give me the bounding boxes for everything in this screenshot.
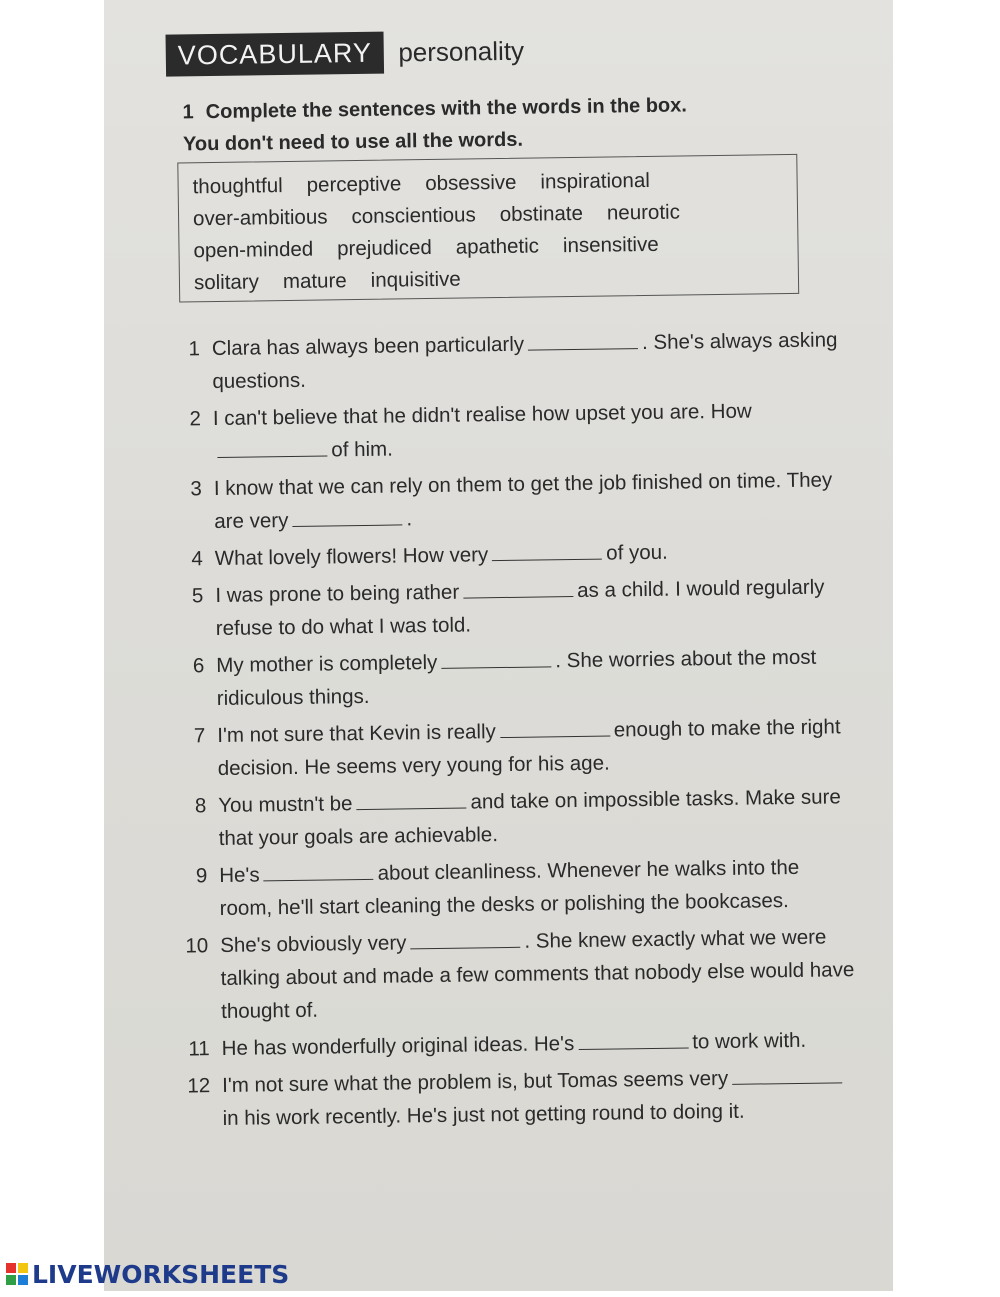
sentence-after: . She knew exactly what we were talking about and made a few comments that nobody else would have thought of. xyxy=(220,925,855,1023)
page-margin-left xyxy=(0,0,104,1291)
item-number: 9 xyxy=(195,864,208,888)
answer-blank[interactable] xyxy=(263,861,373,882)
exercise-item xyxy=(166,780,857,856)
word-item: obstinate xyxy=(499,201,584,227)
worksheet-page xyxy=(104,0,893,1291)
item-number: 11 xyxy=(188,1037,210,1061)
word-box xyxy=(177,154,799,303)
item-number: 6 xyxy=(192,654,205,678)
item-number: 3 xyxy=(190,477,203,501)
exercise-item xyxy=(162,463,853,539)
word-item: neurotic xyxy=(606,200,681,225)
answer-blank[interactable] xyxy=(463,578,573,599)
exercise-item xyxy=(161,393,852,469)
instruction-line-2: You don't need to use all the words. xyxy=(182,128,524,156)
sentence-after: and take on impossible tasks. Make sure that your goals are achievable. xyxy=(218,785,841,851)
answer-blank[interactable] xyxy=(500,718,610,739)
sentence-before: She's obviously very xyxy=(220,931,407,957)
word-item: perceptive xyxy=(306,172,402,197)
exercise-item xyxy=(165,710,856,786)
logo-square xyxy=(18,1263,28,1273)
answer-blank[interactable] xyxy=(732,1064,842,1085)
sentence-before: I'm not sure what the problem is, but Tomas seems very xyxy=(222,1066,729,1097)
vocabulary-badge: VOCABULARY xyxy=(166,32,385,77)
sentence-after: as a child. I would regularly refuse to do what I was told. xyxy=(215,575,825,641)
exercise-item xyxy=(170,1060,861,1136)
exercise-item xyxy=(164,640,855,716)
sentence-before: You mustn't be xyxy=(218,792,353,818)
sentence-before: I can't believe that he didn't realise how upset you are. How xyxy=(212,399,752,431)
answer-blank[interactable] xyxy=(292,506,402,527)
answer-blank[interactable] xyxy=(528,330,638,351)
sentence-after: enough to make the right decision. He seems very young for his age. xyxy=(217,715,841,781)
word-row xyxy=(194,259,784,299)
item-number: 1 xyxy=(188,337,201,361)
worksheet-content xyxy=(95,0,902,1297)
answer-blank[interactable] xyxy=(410,929,520,950)
answer-blank[interactable] xyxy=(441,648,551,669)
sentence-after: about cleanliness. Whenever he walks into the room, he'll start cleaning the desks or polishing the bookcases. xyxy=(219,855,800,920)
word-item: insensitive xyxy=(562,232,659,258)
logo-square xyxy=(18,1275,28,1285)
word-item: inspirational xyxy=(540,168,650,194)
word-item: solitary xyxy=(193,270,260,295)
sentence-before: I was prone to being rather xyxy=(215,580,460,608)
exercise-list xyxy=(160,323,861,1140)
exercise-item xyxy=(163,570,854,646)
exercise-number: 1 xyxy=(182,101,194,124)
logo-square xyxy=(6,1263,16,1273)
word-item: prejudiced xyxy=(337,235,432,261)
sentence-after: . She's always asking questions. xyxy=(212,328,838,394)
exercise-item xyxy=(169,1023,859,1066)
answer-blank[interactable] xyxy=(356,790,466,811)
word-item: apathetic xyxy=(455,234,540,259)
item-number: 12 xyxy=(187,1074,211,1098)
sentence-after: to work with. xyxy=(692,1028,807,1054)
sentence-before: Clara has always been particularly xyxy=(211,332,525,361)
word-item: open-minded xyxy=(193,237,314,263)
exercise-item xyxy=(160,323,851,399)
liveworksheets-brand: LIVEWORKSHEETS xyxy=(32,1259,290,1289)
item-number: 5 xyxy=(191,584,204,608)
sentence-before: He's xyxy=(219,863,260,887)
section-heading xyxy=(166,30,525,79)
sentence-before: My mother is completely xyxy=(216,650,438,678)
sentence-after: . She worries about the most ridiculous things. xyxy=(216,645,817,711)
sentence-after: in his work recently. He's just not getting round to doing it. xyxy=(222,1099,745,1130)
word-item: mature xyxy=(282,269,347,294)
item-number: 7 xyxy=(193,724,206,748)
item-number: 2 xyxy=(189,407,202,431)
page-margin-right xyxy=(893,0,1000,1291)
sentence-after: . xyxy=(406,507,413,531)
topic-label: personality xyxy=(398,35,525,68)
item-number: 10 xyxy=(185,934,209,958)
sentence-after: of you. xyxy=(606,540,668,565)
exercise-item xyxy=(163,533,853,576)
sentence-before: I know that we can rely on them to get the job finished on time. They are very xyxy=(213,468,833,534)
logo-square xyxy=(6,1275,16,1285)
word-item: inquisitive xyxy=(370,267,461,292)
word-item: over-ambitious xyxy=(192,205,328,231)
liveworksheets-watermark xyxy=(6,1258,289,1290)
item-number: 4 xyxy=(191,547,203,571)
exercise-item xyxy=(167,850,858,926)
sentence-before: He has wonderfully original ideas. He's xyxy=(221,1032,575,1060)
answer-blank[interactable] xyxy=(492,541,602,562)
answer-blank[interactable] xyxy=(217,437,327,458)
sentence-before: What lovely flowers! How very xyxy=(214,543,489,571)
sentence-after: of him. xyxy=(331,437,394,462)
answer-blank[interactable] xyxy=(578,1029,688,1050)
exercise-item xyxy=(168,920,859,1029)
exercise-instruction xyxy=(182,88,823,161)
word-item: conscientious xyxy=(351,203,476,229)
instruction-line-1: Complete the sentences with the words in the box. xyxy=(205,94,688,124)
liveworksheets-logo-icon xyxy=(6,1263,28,1285)
word-item: obsessive xyxy=(425,170,517,196)
item-number: 8 xyxy=(194,794,207,818)
sentence-before: I'm not sure that Kevin is really xyxy=(217,720,496,748)
word-item: thoughtful xyxy=(192,174,283,199)
